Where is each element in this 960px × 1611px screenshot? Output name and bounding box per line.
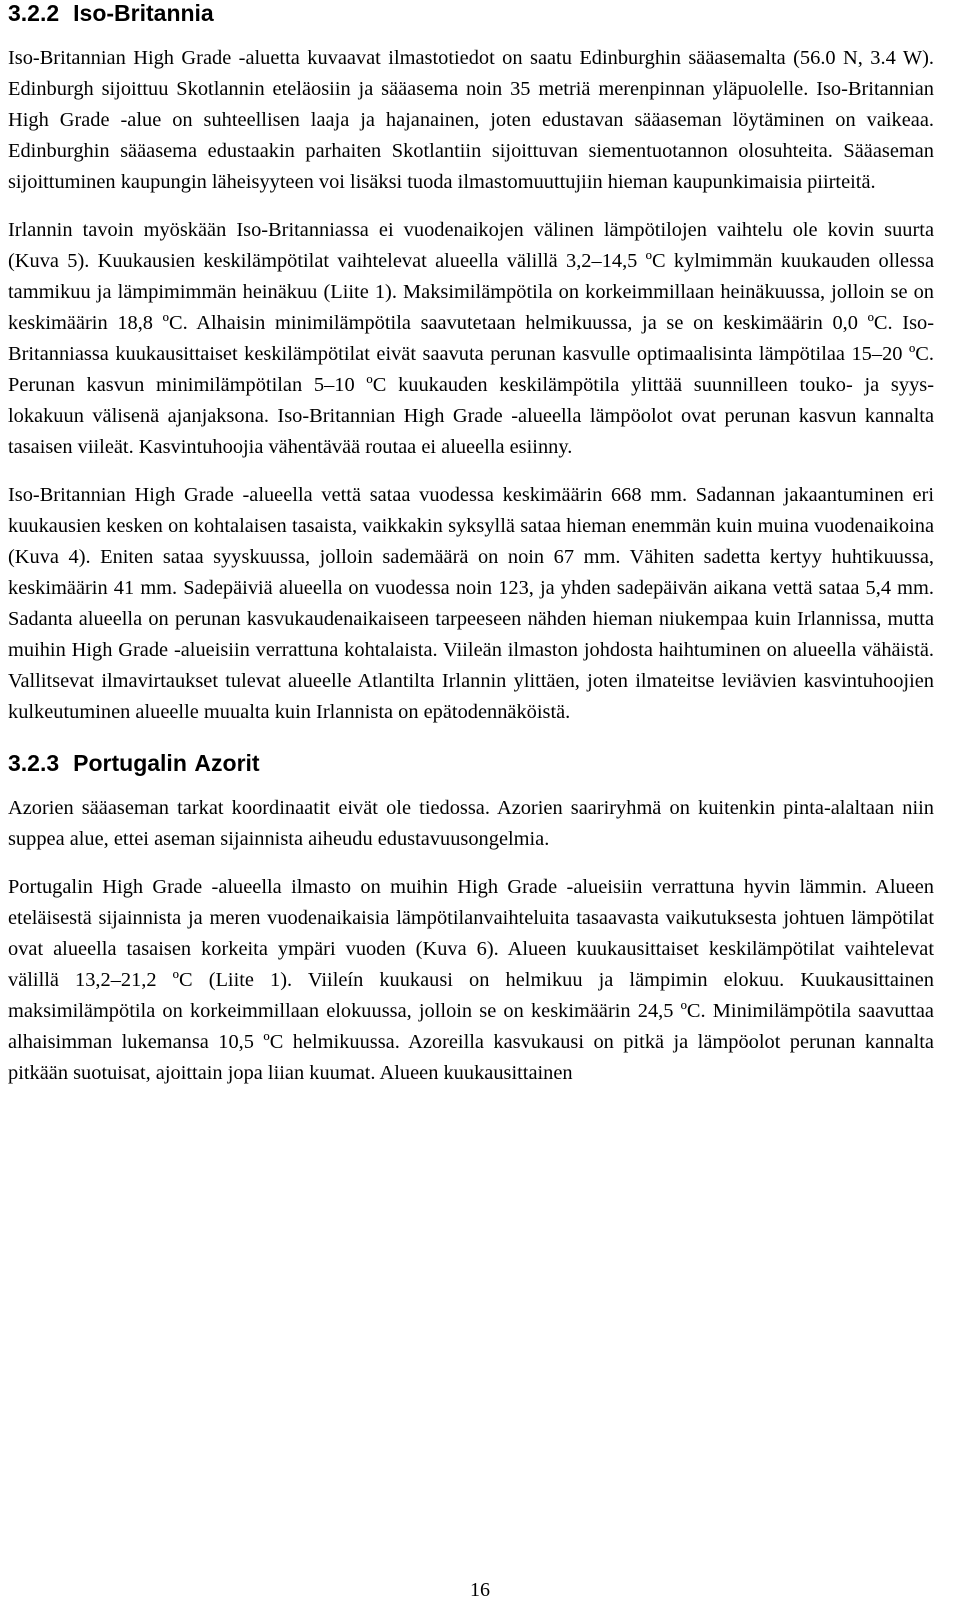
document-page xyxy=(8,0,934,1089)
body-paragraph: Azorien sääaseman tarkat koordinaatit eivät ole tiedossa. Azorien saariryhmä on kuitenkin pinta-alaltaan niin suppea alue, ettei aseman sijainnista aiheudu edustavuusongelmia. xyxy=(8,797,934,850)
section-heading xyxy=(8,0,934,26)
body-paragraph: Iso-Britannian High Grade -alueella vettä sataa vuodessa keskimäärin 668 mm. Sadannan jakaantuminen eri kuukausien kesken on kohtalaisen tasaista, vaikkakin syksyllä sataa hieman enemmän kuin muina vuodenaikoina (Kuva 4). Eniten sataa syyskuussa, jolloin sademäärä on noin 67 mm. Vähiten sadetta kertyy huhtikuussa, keskimäärin 41 mm. Sadepäiviä alueella on vuodessa noin 123, ja yhden sadepäivän aikana vettä sataa 5,4 mm. Sadanta alueella on perunan kasvukaudenaikaiseen tarpeeseen nähden hieman niukempaa kuin Irlannissa, mutta muihin High Grade -alueisiin verrattuna kohtalaista. Viileän ilmaston johdosta haihtuminen on alueella vähäistä. Vallitsevat ilmavirtaukset tulevat alueelle Atlantilta Irlannin ylittäen, joten ilmateitse leviävien kasvintuhoojien kulkeutuminen alueelle muualta kuin Irlannista on epätodennäköistä. xyxy=(8,484,934,723)
section-number: 3.2.3 xyxy=(8,750,60,776)
section-heading xyxy=(8,750,934,776)
page-number: 16 xyxy=(470,1579,490,1601)
section-title: Iso-Britannia xyxy=(73,0,214,26)
body-paragraph: Iso-Britannian High Grade -aluetta kuvaavat ilmastotiedot on saatu Edinburghin sääasemalta (56.0 N, 3.4 W). Edinburgh sijoittuu Skotlannin eteläosiin ja sääasema noin 35 metriä merenpinnan yläpuolelle. Iso-Britannian High Grade -alue on suhteellisen laaja ja hajanainen, joten edustavan sääaseman löytäminen on vaikeaa. Edinburghin sääasema edustaakin parhaiten Skotlantiin sijoittuvan siementuotannon olosuhteita. Sääaseman sijoittuminen kaupungin läheisyyteen voi lisäksi tuoda ilmastomuuttujiin hieman kaupunkimaisia piirteitä. xyxy=(8,47,934,193)
section-number: 3.2.2 xyxy=(8,0,60,26)
body-paragraph: Irlannin tavoin myöskään Iso-Britanniassa ei vuodenaikojen välinen lämpötilojen vaihtelu ole kovin suurta (Kuva 5). Kuukausien keskilämpötilat vaihtelevat alueella välillä 3,2–14,5 ºC kylmimmän kuukauden ollessa tammikuu ja lämpimimmän heinäkuu (Liite 1). Maksimilämpötila on korkeimmillaan heinäkuussa, jolloin se on keskimäärin 18,8 ºC. Alhaisin minimilämpötila saavutetaan helmikuussa, ja se on keskimäärin 0,0 ºC. Iso-Britanniassa kuukausittaiset keskilämpötilat eivät saavuta perunan kasvulle optimaalisinta lämpötilaa 15–20 ºC. Perunan kasvun minimilämpötilan 5–10 ºC kuukauden keskilämpötila ylittää suunnilleen touko- ja syys-lokakuun välisenä ajanjaksona. Iso-Britannian High Grade -alueella lämpöolot ovat perunan kasvun kannalta tasaisen viileät. Kasvintuhoojia vähentävää routaa ei alueella esiinny. xyxy=(8,219,934,458)
section-title: Portugalin Azorit xyxy=(73,750,260,776)
body-paragraph: Portugalin High Grade -alueella ilmasto on muihin High Grade -alueisiin verrattuna hyvin lämmin. Alueen eteläisestä sijainnista ja meren vuodenaikaisia lämpötilanvaihteluita tasaavasta vaikutuksesta johtuen lämpötilat ovat alueella tasaisen korkeita ympäri vuoden (Kuva 6). Alueen kuukausittaiset keskilämpötilat vaihtelevat välillä 13,2–21,2 ºC (Liite 1). Viileín kuukausi on helmikuu ja lämpimin elokuu. Kuukausittainen maksimilämpötila on korkeimmillaan elokuussa, jolloin se on keskimäärin 24,5 ºC. Minimilämpötila saavuttaa alhaisimman lukemansa 10,5 ºC helmikuussa. Azoreilla kasvukausi on pitkä ja lämpöolot perunan kannalta pitkään suotuisat, ajoittain jopa liian kuumat. Alueen kuukausittainen xyxy=(8,876,934,1084)
